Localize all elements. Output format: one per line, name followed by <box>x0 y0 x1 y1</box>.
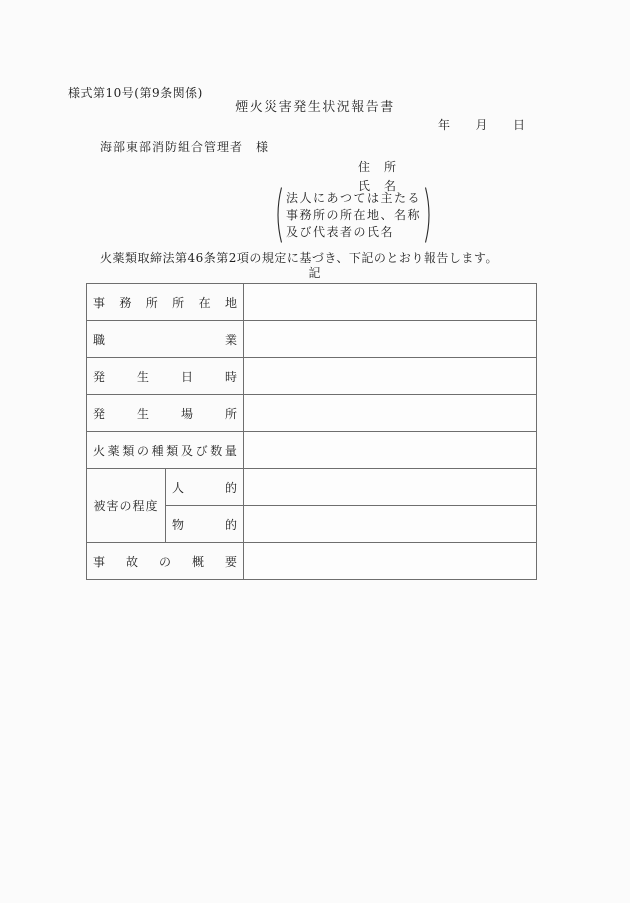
date-line: 年 月 日 <box>438 118 526 132</box>
legal-basis-statement: 火薬類取締法第46条第2項の規定に基づき、下記のとおり報告します。 <box>100 251 498 265</box>
cell-accident-summary-value <box>244 543 537 580</box>
row-occurrence-datetime <box>87 358 537 395</box>
name-label: 氏 名 <box>358 179 398 193</box>
row-label-accident-summary-text: 事 故 の 概 要 <box>93 554 237 569</box>
cell-office-address-value <box>244 284 537 321</box>
row-label-accident-summary <box>87 543 244 580</box>
page-title: 煙火災害発生状況報告書 <box>235 100 395 115</box>
corporate-note-line-1: 法人にあつては主たる <box>286 190 422 205</box>
row-damage-personal <box>87 469 537 506</box>
cell-occupation-value <box>244 321 537 358</box>
row-label-explosives-type-quantity-text: 火 薬 類 の 種 類 及 び 数 量 <box>93 443 237 458</box>
corporate-note <box>273 186 434 244</box>
row-label-occurrence-place-text: 発 生 場 所 <box>93 406 237 421</box>
left-bracket <box>273 186 283 244</box>
address-label: 住 所 <box>358 160 398 174</box>
cell-occurrence-datetime-value <box>244 358 537 395</box>
right-bracket <box>424 186 434 244</box>
form-number: 様式第10号(第9条関係) <box>68 86 203 100</box>
record-marker: 記 <box>308 266 322 280</box>
row-label-office-address <box>87 284 244 321</box>
row-occurrence-place <box>87 395 537 432</box>
row-occupation <box>87 321 537 358</box>
row-label-damage-degree: 被害の程度 <box>87 469 166 543</box>
row-label-occurrence-place <box>87 395 244 432</box>
cell-damage-personal-value <box>244 469 537 506</box>
row-accident-summary <box>87 543 537 580</box>
cell-occurrence-place-value <box>244 395 537 432</box>
row-label-explosives-type-quantity <box>87 432 244 469</box>
row-label-occurrence-datetime-text: 発 生 日 時 <box>93 369 237 384</box>
row-office-address <box>87 284 537 321</box>
row-label-office-address-text: 事 務 所 所 在 地 <box>93 295 237 310</box>
corporate-note-line-2: 事務所の所在地、名称 <box>286 207 422 222</box>
row-label-damage-material <box>166 506 244 543</box>
row-label-damage-material-text: 物 的 <box>172 517 237 532</box>
row-explosives-type-quantity <box>87 432 537 469</box>
cell-explosives-type-quantity-value <box>244 432 537 469</box>
row-label-damage-personal <box>166 469 244 506</box>
report-table <box>86 283 537 580</box>
cell-damage-material-value <box>244 506 537 543</box>
corporate-note-text <box>286 190 421 241</box>
row-label-damage-personal-text: 人 的 <box>172 480 237 495</box>
corporate-note-line-3: 及び代表者の氏名 <box>286 224 395 239</box>
row-label-occupation-text: 職 業 <box>93 332 237 347</box>
row-label-occurrence-datetime <box>87 358 244 395</box>
row-label-occupation <box>87 321 244 358</box>
addressee-line: 海部東部消防組合管理者 様 <box>100 140 270 154</box>
